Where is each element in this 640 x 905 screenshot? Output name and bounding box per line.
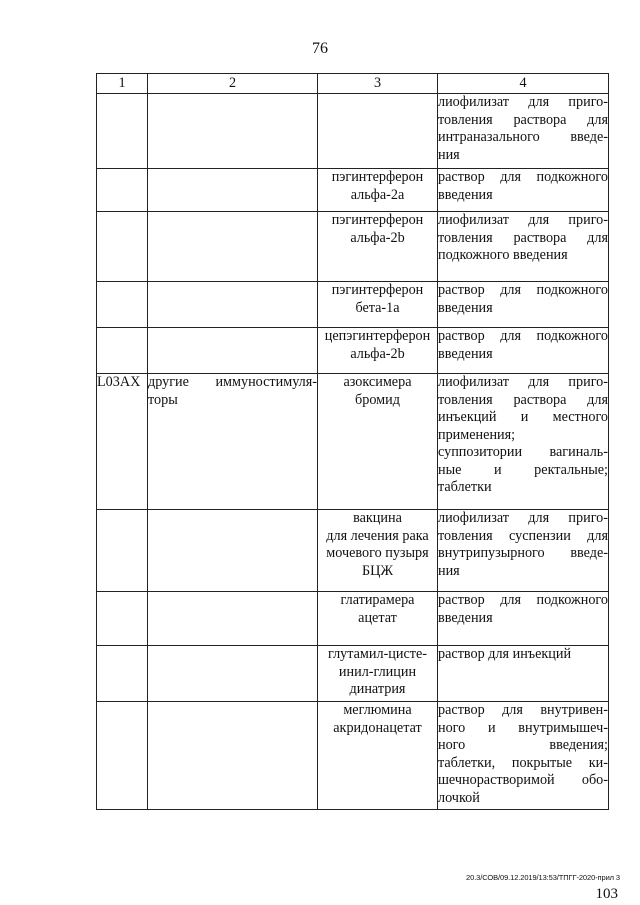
drug-line: для лечения рака <box>326 527 429 544</box>
drug-name-cell <box>318 646 438 702</box>
form-line: товления раствора для <box>438 111 608 128</box>
drug-line: бета-1а <box>355 299 400 316</box>
drug-name-cell <box>318 169 438 212</box>
form-line: ния <box>438 562 460 579</box>
form-line: введения <box>438 186 493 203</box>
form-line: введения <box>438 345 493 362</box>
group-name-cell <box>148 328 318 374</box>
group-name-cell <box>148 646 318 702</box>
dosage-form-cell <box>438 374 609 510</box>
drug-line: динатрия <box>349 681 406 697</box>
group-name-cell <box>148 702 318 810</box>
drug-line: глутамил-цисте- <box>327 646 428 662</box>
atc-code-cell <box>97 212 148 282</box>
form-line: ного и внутримышеч- <box>438 719 608 736</box>
table-header-row <box>97 74 609 94</box>
form-line: лиофилизат для приго- <box>438 212 608 228</box>
form-line: подкожного введения <box>438 247 568 263</box>
dosage-form-cell <box>438 328 609 374</box>
form-line: ного введения; <box>438 737 608 753</box>
group-name-cell <box>148 169 318 212</box>
form-line: товления суспензии для <box>438 527 608 544</box>
column-header-3: 3 <box>318 74 438 94</box>
table-row <box>97 212 609 282</box>
form-line: внутрипузырного введе- <box>438 545 608 561</box>
form-line: шечнорастворимой обо- <box>438 772 608 788</box>
table-row <box>97 592 609 646</box>
atc-code-text: L03AX <box>97 374 141 390</box>
atc-code-cell <box>97 94 148 169</box>
atc-code-cell <box>97 592 148 646</box>
group-line: другие иммуностимуля- <box>148 374 317 390</box>
dosage-form-cell <box>438 212 609 282</box>
form-line: интраназального введе- <box>438 129 608 145</box>
drug-name-cell <box>318 212 438 282</box>
atc-code-cell <box>97 282 148 328</box>
drug-name-cell <box>318 374 438 510</box>
group-line: торы <box>148 391 178 408</box>
form-line: товления раствора для <box>438 391 608 408</box>
drug-line: бромид <box>355 391 400 408</box>
dosage-form-cell <box>438 702 609 810</box>
form-line: лочкой <box>438 789 480 806</box>
drug-line: цепэгинтерферон <box>324 328 431 344</box>
drug-line: пэгинтерферон <box>331 169 424 185</box>
column-header-4: 4 <box>438 74 609 94</box>
drug-line: альфа-2b <box>350 229 405 246</box>
drug-line: пэгинтерферон <box>331 282 424 298</box>
table-row <box>97 374 609 510</box>
atc-code-cell <box>97 646 148 702</box>
table-row <box>97 94 609 169</box>
group-name-cell <box>148 510 318 592</box>
table-row <box>97 646 609 702</box>
dosage-form-cell <box>438 646 609 702</box>
drug-name-cell <box>318 94 438 169</box>
drug-line: акридонацетат <box>333 719 422 736</box>
group-name-cell <box>148 94 318 169</box>
drug-line: альфа-2а <box>350 186 405 203</box>
form-line: таблетки, покрытые ки- <box>438 754 608 771</box>
footer-document-code: 20.3/СОВ/09.12.2019/13:53/ТПГГ-2020-прил 3 <box>466 873 620 882</box>
drug-name-cell <box>318 328 438 374</box>
form-line: ные и ректальные; <box>438 461 608 478</box>
drug-line: вакцина <box>353 510 402 526</box>
table-row <box>97 282 609 328</box>
footer-page-number: 103 <box>595 886 618 902</box>
drug-name-cell <box>318 510 438 592</box>
form-line: раствор для подкожного <box>438 592 608 608</box>
group-name-cell <box>148 282 318 328</box>
dosage-form-cell <box>438 282 609 328</box>
form-line: раствор для подкожного <box>438 169 608 185</box>
group-name-cell <box>148 374 318 510</box>
drug-line: ацетат <box>358 609 397 626</box>
form-line: применения; <box>438 426 516 443</box>
page-number: 76 <box>312 40 328 57</box>
table-row <box>97 702 609 810</box>
drug-line: азоксимера <box>343 374 412 390</box>
dosage-form-cell <box>438 592 609 646</box>
form-line: лиофилизат для приго- <box>438 374 608 390</box>
form-line: лиофилизат для приго- <box>438 94 608 110</box>
table-row <box>97 169 609 212</box>
atc-code-cell <box>97 374 148 510</box>
drug-line: глатирамера <box>340 592 415 608</box>
dosage-form-cell <box>438 510 609 592</box>
drug-line: инил-глицин <box>338 663 417 680</box>
form-line: раствор для подкожного <box>438 328 608 344</box>
form-line: товления раствора для <box>438 229 608 246</box>
form-line: ния <box>438 146 460 163</box>
dosage-form-cell <box>438 169 609 212</box>
drug-line: мочевого пузыря <box>326 545 429 561</box>
form-line: лиофилизат для приго- <box>438 510 608 526</box>
form-line: раствор для инъекций <box>438 646 572 662</box>
form-line: введения <box>438 609 493 626</box>
atc-code-cell <box>97 702 148 810</box>
drug-table <box>96 73 609 810</box>
atc-code-cell <box>97 169 148 212</box>
column-header-2: 2 <box>148 74 318 94</box>
drug-line: меглюмина <box>343 702 412 718</box>
form-line: инъекций и местного <box>438 409 608 425</box>
drug-name-cell <box>318 592 438 646</box>
group-name-cell <box>148 212 318 282</box>
dosage-form-cell <box>438 94 609 169</box>
drug-name-cell <box>318 282 438 328</box>
form-line: суппозитории вагиналь- <box>438 444 608 460</box>
form-line: таблетки <box>438 479 492 495</box>
drug-line: пэгинтерферон <box>331 212 424 228</box>
drug-name-cell <box>318 702 438 810</box>
drug-line: БЦЖ <box>361 562 394 579</box>
form-line: введения <box>438 299 493 316</box>
form-line: раствор для внутривен- <box>438 702 608 718</box>
form-line: раствор для подкожного <box>438 282 608 298</box>
atc-code-cell <box>97 328 148 374</box>
atc-code-cell <box>97 510 148 592</box>
group-name-cell <box>148 592 318 646</box>
table-row <box>97 328 609 374</box>
drug-line: альфа-2b <box>350 345 405 362</box>
table-row <box>97 510 609 592</box>
table-body <box>97 94 609 810</box>
column-header-1: 1 <box>97 74 148 94</box>
